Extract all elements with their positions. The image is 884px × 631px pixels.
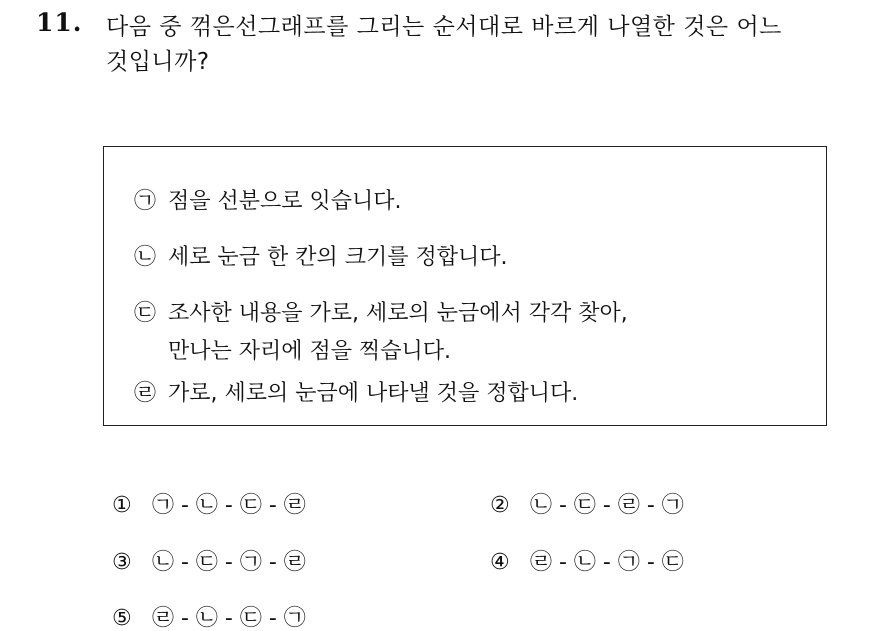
question-line-1: 다음 중 꺾은선그래프를 그리는 순서대로 바르게 나열한 것은 어느 <box>106 14 782 40</box>
choice-3[interactable] <box>112 548 306 578</box>
choice-1[interactable] <box>112 491 306 521</box>
choice-text-3: ㉡ - ㉢ - ㉠ - ㉣ <box>152 550 306 575</box>
step-text-4: 가로, 세로의 눈금에 나타낼 것을 정합니다. <box>168 381 579 406</box>
step-item-2 <box>134 239 508 277</box>
choice-text-5: ㉣ - ㉡ - ㉢ - ㉠ <box>152 606 306 631</box>
step-item-1 <box>134 183 402 221</box>
choice-number-3: ③ <box>112 550 132 575</box>
choice-number-2: ② <box>490 493 510 518</box>
question-text <box>106 10 866 80</box>
choice-text-2: ㉡ - ㉢ - ㉣ - ㉠ <box>530 493 684 518</box>
choice-number-1: ① <box>112 493 132 518</box>
choice-text-1: ㉠ - ㉡ - ㉢ - ㉣ <box>152 493 306 518</box>
step-item-4 <box>134 375 578 413</box>
choice-number-4: ④ <box>490 550 510 575</box>
choice-number-5: ⑤ <box>112 606 132 631</box>
step-text-3: 조사한 내용을 가로, 세로의 눈금에서 각각 찾아, <box>168 301 628 326</box>
steps-box <box>103 146 827 426</box>
step-text-1: 점을 선분으로 잇습니다. <box>168 189 402 214</box>
step-marker-4: ㉣ <box>134 381 157 406</box>
step-marker-1: ㉠ <box>134 189 157 214</box>
question-line-2: 것입니까? <box>106 49 210 75</box>
step-marker-3: ㉢ <box>134 301 157 326</box>
choice-4[interactable] <box>490 548 684 578</box>
step-item-3 <box>134 295 628 371</box>
question-number: 11. <box>36 8 83 37</box>
choice-text-4: ㉣ - ㉡ - ㉠ - ㉢ <box>530 550 684 575</box>
choice-2[interactable] <box>490 491 684 521</box>
choice-5[interactable] <box>112 604 306 631</box>
step-text-2: 세로 눈금 한 칸의 크기를 정합니다. <box>168 245 508 270</box>
step-text-3-continued: 만나는 자리에 점을 찍습니다. <box>168 339 451 364</box>
step-marker-2: ㉡ <box>134 245 157 270</box>
